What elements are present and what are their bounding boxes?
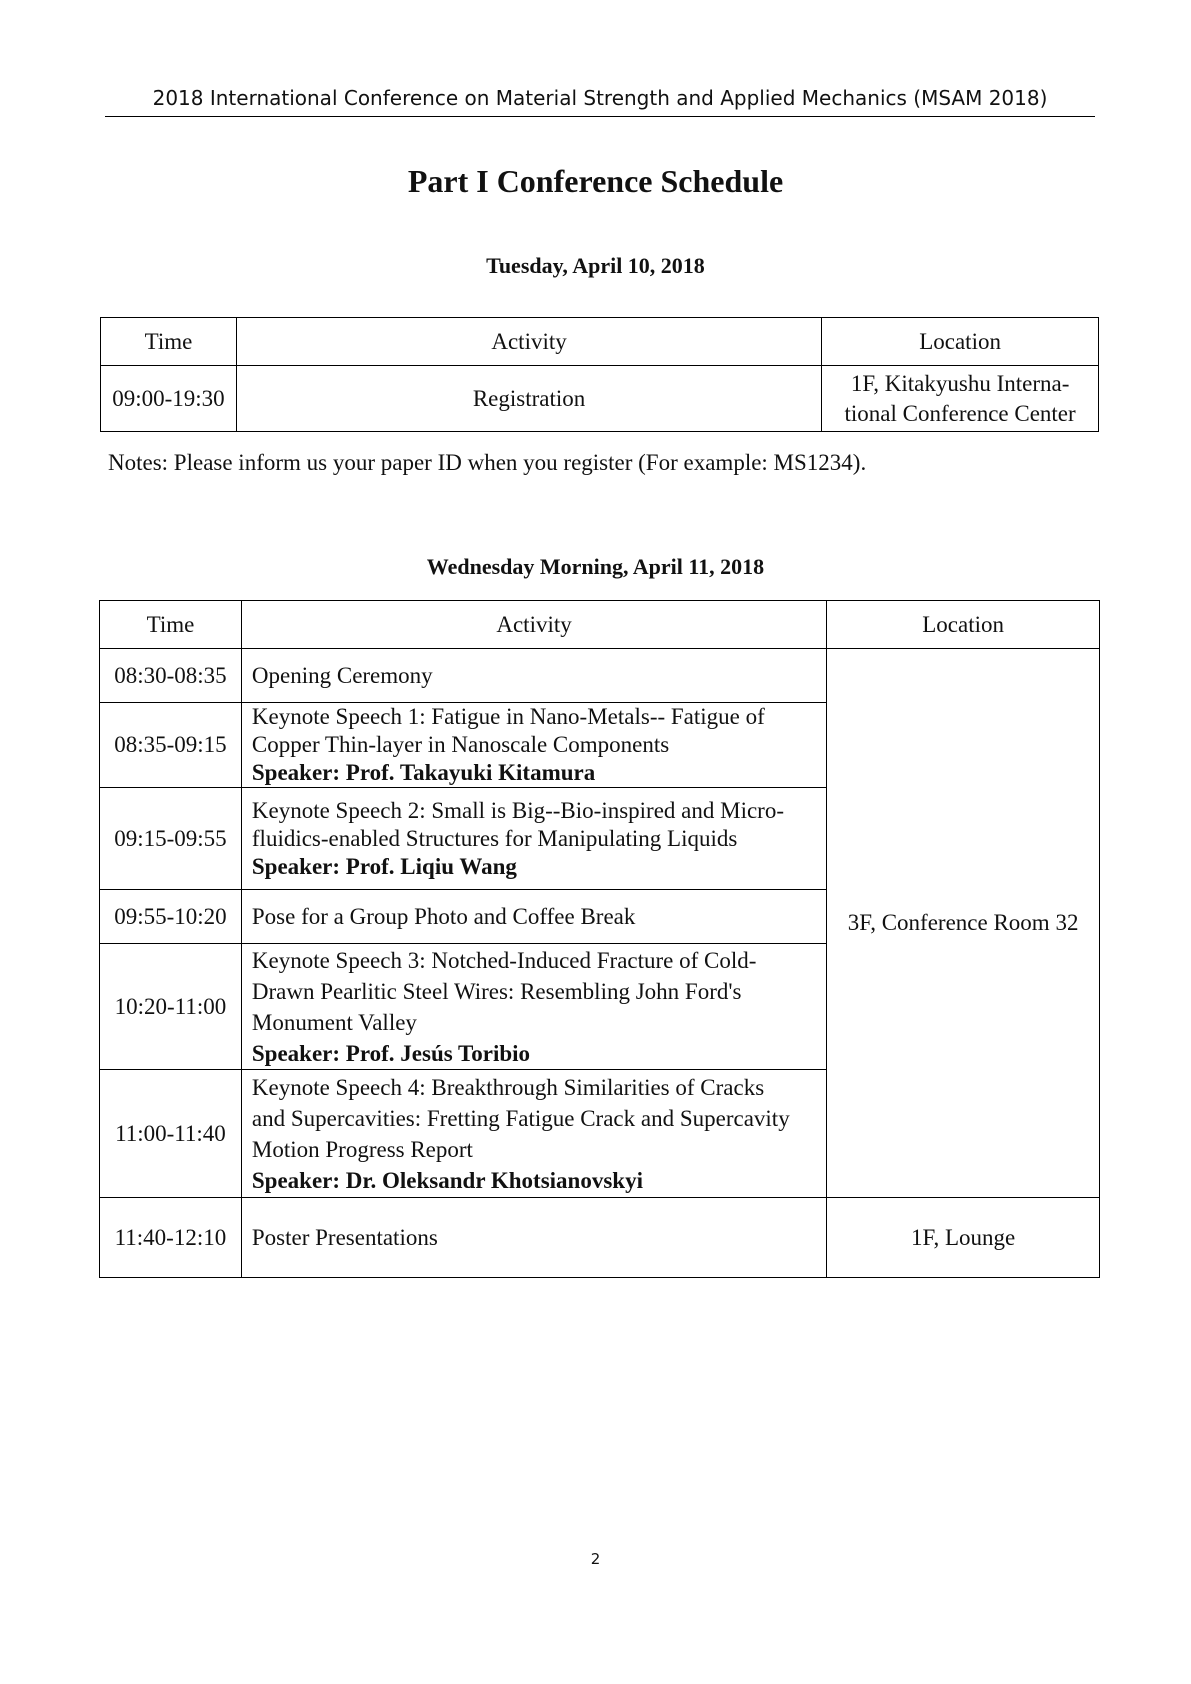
header-activity: Activity [236, 318, 821, 366]
activity-line: Keynote Speech 3: Notched-Induced Fracture of Cold- [251, 947, 757, 973]
shared-location-cell: 3F, Conference Room 32 [827, 649, 1100, 1198]
speaker-name: Speaker: Prof. Takayuki Kitamura [251, 760, 596, 785]
time-cell: 09:55-10:20 [100, 890, 242, 944]
header-time: Time [101, 318, 237, 366]
running-header: 2018 International Conference on Material Strength and Applied Mechanics (MSAM 2018) [105, 86, 1095, 117]
activity-line: Keynote Speech 1: Fatigue in Nano-Metals-- Fatigue of [251, 704, 765, 729]
header-location: Location [827, 601, 1100, 649]
activity-cell: Registration [236, 366, 821, 432]
activity-cell: Poster Presentations [241, 1198, 826, 1278]
activity-cell [241, 1070, 826, 1198]
activity-cell: Opening Ceremony [241, 649, 826, 703]
header-time: Time [100, 601, 242, 649]
activity-line: Motion Progress Report [251, 1136, 473, 1162]
page-title: Part I Conference Schedule [407, 163, 784, 199]
time-cell: 09:15-09:55 [100, 788, 242, 890]
activity-cell [241, 944, 826, 1070]
activity-line: Drawn Pearlitic Steel Wires: Resembling John Ford's [251, 978, 742, 1004]
activity-line: fluidics-enabled Structures for Manipulating Liquids [251, 825, 738, 851]
location-line: 1F, Kitakyushu Interna- [850, 370, 1070, 396]
day2-schedule-table [99, 600, 1100, 1278]
activity-cell [241, 788, 826, 890]
time-cell: 08:30-08:35 [100, 649, 242, 703]
location-cell [822, 366, 1099, 432]
registration-notes: Notes: Please inform us your paper ID when you register (For example: MS1234). [108, 450, 867, 475]
header-location: Location [822, 318, 1099, 366]
table-row [101, 366, 1099, 432]
time-cell: 11:00-11:40 [100, 1070, 242, 1198]
activity-line: Copper Thin-layer in Nanoscale Components [251, 732, 670, 757]
activity-line: Keynote Speech 4: Breakthrough Similarities of Cracks [251, 1074, 765, 1100]
activity-cell [241, 703, 826, 788]
speaker-name: Speaker: Prof. Liqiu Wang [251, 853, 517, 879]
location-line: tional Conference Center [844, 400, 1076, 426]
speaker-name: Speaker: Dr. Oleksandr Khotsianovskyi [251, 1167, 643, 1193]
activity-line: Keynote Speech 2: Small is Big--Bio-inspired and Micro- [251, 797, 784, 823]
activity-line: Monument Valley [251, 1009, 417, 1035]
table-header-row [101, 318, 1099, 366]
activity-line: and Supercavities: Fretting Fatigue Crack and Supercavity [251, 1105, 790, 1131]
time-cell: 11:40-12:10 [100, 1198, 242, 1278]
time-cell: 09:00-19:30 [101, 366, 237, 432]
table-row [100, 1198, 1100, 1278]
day1-schedule-table [100, 317, 1099, 432]
time-cell: 10:20-11:00 [100, 944, 242, 1070]
header-activity: Activity [241, 601, 826, 649]
table-row [100, 649, 1100, 703]
day2-heading: Wednesday Morning, April 11, 2018 [426, 554, 765, 579]
speaker-name: Speaker: Prof. Jesús Toribio [251, 1040, 531, 1066]
day1-heading: Tuesday, April 10, 2018 [486, 253, 705, 278]
activity-cell: Pose for a Group Photo and Coffee Break [241, 890, 826, 944]
table-header-row [100, 601, 1100, 649]
time-cell: 08:35-09:15 [100, 703, 242, 788]
location-cell: 1F, Lounge [827, 1198, 1100, 1278]
page-number: 2 [590, 1550, 601, 1568]
